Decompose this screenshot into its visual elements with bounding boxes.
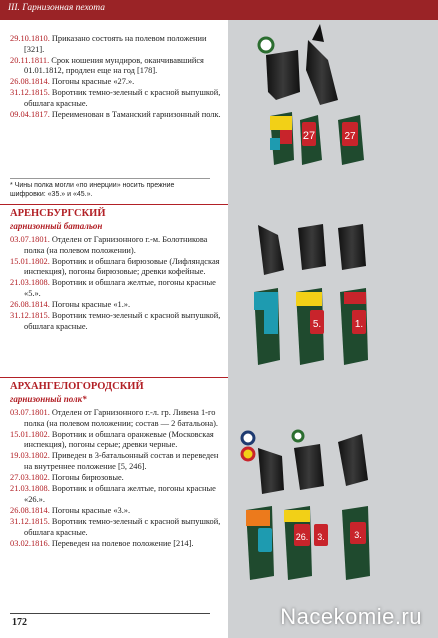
- shako-icon: [306, 40, 338, 105]
- entry: 26.08.1814. Погоны красные «27.».: [10, 77, 135, 87]
- entry: 31.12.1815. Воротник темно-зеленый с красной выпушкой, обшлага красные.: [10, 311, 221, 331]
- shoulder-number: 3.: [354, 530, 362, 540]
- shako-icon: [266, 50, 300, 100]
- shoulder-number: 27: [302, 130, 316, 142]
- cockade-icon: [293, 431, 303, 441]
- shoulder-strap-icon: [258, 528, 272, 552]
- entry: 19.03.1802. Приведен в 3-батальонный состав и переведен на внутреннее положение [5, 246].: [10, 451, 219, 471]
- entry: 21.03.1808. Воротник и обшлага желтые, погоны красные «26.».: [10, 484, 216, 504]
- page-header: [0, 0, 438, 20]
- entry: 15.01.1802. Воротник и обшлага оранжевые (Московская инспекция), погоны серые; древки черные.: [10, 429, 214, 450]
- shako-group-1: [259, 24, 338, 105]
- section-divider: [0, 377, 228, 378]
- shako-icon: [294, 444, 324, 490]
- shoulder-number: 27: [344, 131, 356, 142]
- shako-icon: [258, 225, 284, 275]
- entry: 21.03.1808. Воротник и обшлага желтые, погоны красные «5.».: [10, 278, 216, 298]
- entry: 31.12.1815. Воротник темно-зеленый с красной выпушкой, обшлага красные.: [10, 88, 221, 109]
- shako-group-3: [242, 431, 368, 494]
- shoulder-number: 3.: [317, 532, 325, 542]
- uniform-group-2: [254, 288, 368, 365]
- shako-icon: [298, 224, 326, 270]
- section2-title: АРЕНСБУРГСКИЙ: [10, 208, 106, 219]
- entry: 31.12.1815. Воротник темно-зеленый с красной выпушкой, обшлага красные.: [10, 516, 221, 537]
- cockade-icon: [242, 448, 254, 460]
- uniform-illustrations: [228, 20, 438, 610]
- entry: 26.08.1814. Погоны красные «1.».: [10, 300, 131, 310]
- section3-title: АРХАНГЕЛОГОРОДСКИЙ: [10, 381, 144, 392]
- section2-entries: [10, 235, 222, 333]
- footer-rule: [10, 613, 210, 614]
- entry: 27.03.1802. Погоны бирюзовые.: [10, 473, 124, 483]
- footnote: * Чины полка могли «по инерции» носить прежние шифровки: «35.» и «45.».: [10, 178, 210, 199]
- shoulder-number: 26.: [295, 532, 309, 542]
- shako-icon: [338, 224, 366, 270]
- entry: 03.02.1816. Переведен на полевое положение [214].: [10, 538, 194, 548]
- entry: 26.08.1814. Погоны красные «3.».: [10, 505, 131, 515]
- shako-icon: [338, 434, 368, 486]
- section2-subtitle: гарнизонный батальон: [10, 221, 103, 231]
- watermark: Nacekomie.ru: [280, 604, 422, 629]
- uniform-group-1: [270, 112, 364, 165]
- uniform-group-3: [246, 506, 370, 580]
- entry: 20.11.1811. Срок ношения мундиров, оканчивавшийся 01.01.1812, продлен еще на год [178].: [10, 55, 204, 76]
- entry: 03.07.1801. Отделен от Гарнизонного г.-м. Болотникова полка (на полевом положении).: [10, 235, 208, 255]
- shako-group-2: [258, 224, 366, 275]
- entry: 09.04.1817. Переименован в Таманский гарнизонный полк.: [10, 110, 221, 120]
- plume-icon: [312, 24, 324, 42]
- shako-icon: [258, 448, 284, 494]
- entry: 29.10.1810. Приказано состоять на полевом положении [321].: [10, 34, 207, 54]
- entry: 03.07.1801. Отделен от Гарнизонного г.-л. гр. Ливена 1-го полка (на полевом положении; состав — 2 батальона).: [10, 408, 219, 428]
- cockade-icon: [242, 432, 254, 444]
- section-divider: [0, 204, 228, 205]
- section3-entries: [10, 408, 222, 550]
- shoulder-number: 1.: [354, 319, 364, 330]
- shoulder-number: 5.: [312, 319, 322, 330]
- page-header-title: III. Гарнизонная пехота: [8, 3, 105, 13]
- section3-subtitle: гарнизонный полк*: [10, 394, 87, 404]
- entry: 15.01.1802. Воротник и обшлага бирюзовые (Лифляндская инспекция), погоны бирюзовые; древки кофейные.: [10, 256, 220, 277]
- cockade-icon: [259, 38, 273, 52]
- page-number: 172: [12, 617, 27, 628]
- section1-entries: [10, 34, 222, 121]
